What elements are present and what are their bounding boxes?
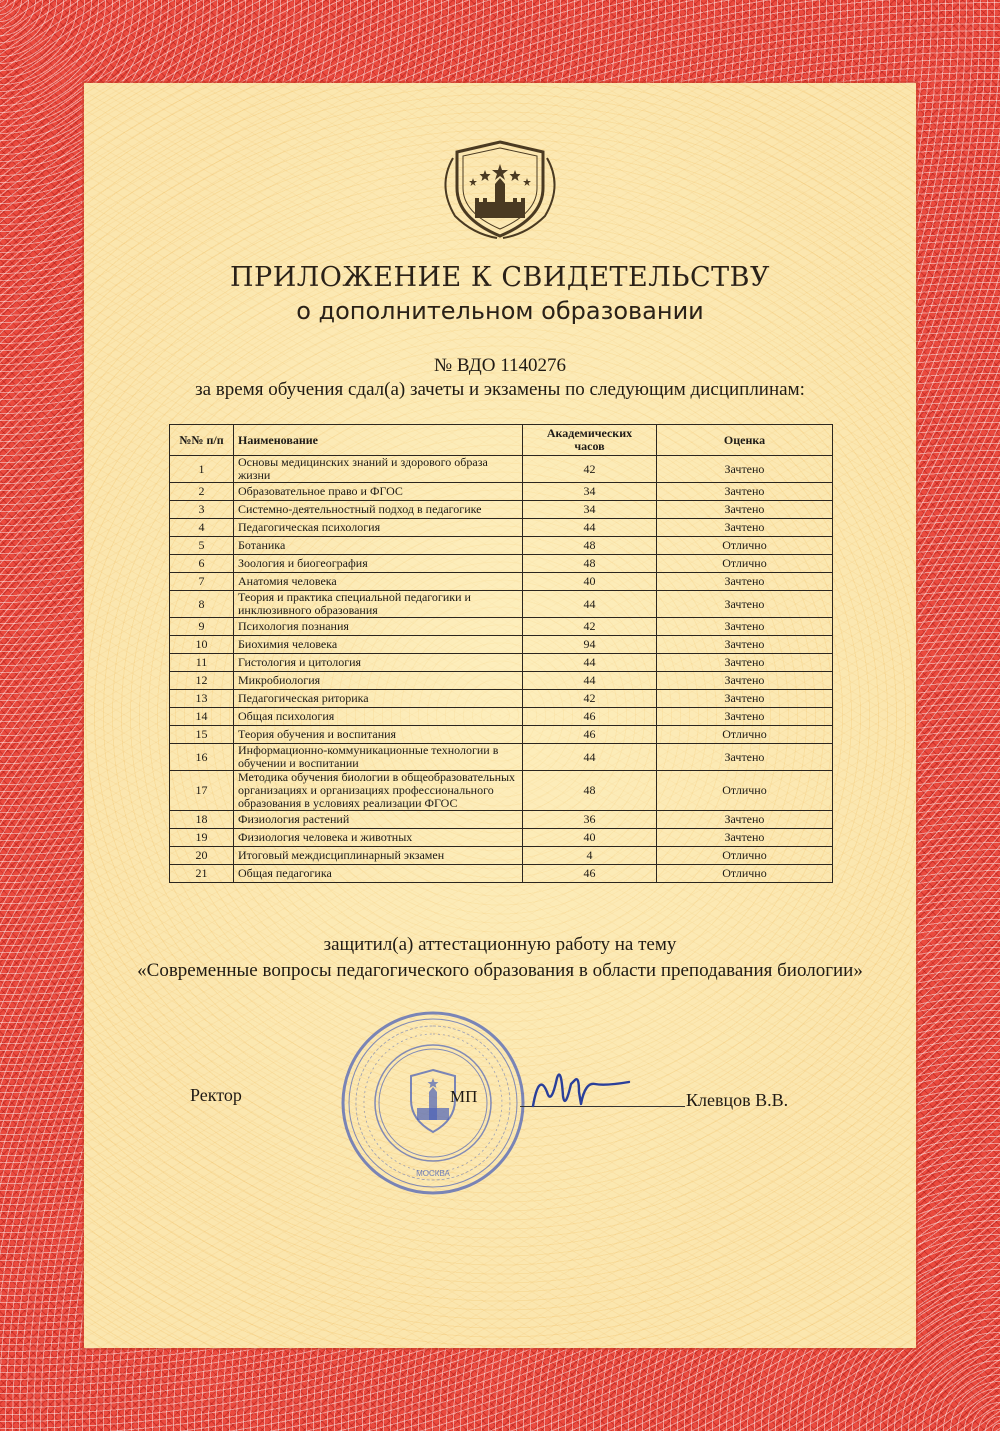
row-hours: 48: [523, 555, 657, 573]
row-num: 3: [170, 501, 234, 519]
table-row: [170, 501, 833, 519]
row-name: Педагогическая психология: [234, 519, 523, 537]
row-name: Итоговый междисциплинарный экзамен: [234, 847, 523, 865]
table-row: [170, 537, 833, 555]
row-hours: 48: [523, 771, 657, 811]
table-row: [170, 573, 833, 591]
header-hours-line2: часов: [574, 439, 605, 453]
table-row: [170, 672, 833, 690]
row-hours: 44: [523, 654, 657, 672]
header-num: №№ п/п: [170, 425, 234, 456]
table-row: [170, 829, 833, 847]
row-grade: Зачтено: [657, 811, 833, 829]
header-hours: [523, 425, 657, 456]
header-name: Наименование: [234, 425, 523, 456]
row-hours: 42: [523, 618, 657, 636]
row-grade: Зачтено: [657, 573, 833, 591]
row-grade: Зачтено: [657, 829, 833, 847]
rector-name: Клевцов В.В.: [686, 1090, 789, 1110]
row-num: 10: [170, 636, 234, 654]
row-grade: Зачтено: [657, 456, 833, 483]
rector-label: Ректор: [190, 1085, 242, 1105]
defense-text: защитил(а) аттестационную работу на тему: [323, 934, 677, 955]
thesis-theme: «Современные вопросы педагогического образования в области преподавания биологии»: [137, 960, 863, 981]
row-grade: Зачтено: [657, 654, 833, 672]
row-grade: Зачтено: [657, 591, 833, 618]
intro-text: за время обучения сдал(а) зачеты и экзамены по следующим дисциплинам:: [195, 379, 805, 400]
official-seal-icon: [338, 1008, 528, 1198]
row-grade: Зачтено: [657, 744, 833, 771]
row-name: Микробиология: [234, 672, 523, 690]
row-grade: Зачтено: [657, 483, 833, 501]
row-name: Физиология человека и животных: [234, 829, 523, 847]
row-hours: 46: [523, 865, 657, 883]
row-num: 20: [170, 847, 234, 865]
table-row: [170, 726, 833, 744]
row-num: 14: [170, 708, 234, 726]
document-number: № ВДО 1140276: [433, 355, 567, 376]
row-grade: Зачтено: [657, 618, 833, 636]
table-row: [170, 591, 833, 618]
row-num: 6: [170, 555, 234, 573]
table-row: [170, 654, 833, 672]
row-hours: 4: [523, 847, 657, 865]
row-hours: 94: [523, 636, 657, 654]
row-name: Ботаника: [234, 537, 523, 555]
row-name: Основы медицинских знаний и здорового образа жизни: [234, 456, 523, 483]
row-grade: Отлично: [657, 847, 833, 865]
table-row: [170, 555, 833, 573]
row-grade: Зачтено: [657, 519, 833, 537]
row-name: Гистология и цитология: [234, 654, 523, 672]
document-subtitle: о дополнительном образовании: [296, 297, 704, 325]
row-num: 7: [170, 573, 234, 591]
row-num: 17: [170, 771, 234, 811]
seal-city: МОСКВА: [416, 1169, 450, 1178]
row-name: Психология познания: [234, 618, 523, 636]
row-num: 4: [170, 519, 234, 537]
row-num: 16: [170, 744, 234, 771]
document-title: ПРИЛОЖЕНИЕ К СВИДЕТЕЛЬСТВУ: [229, 262, 770, 293]
header-grade: Оценка: [657, 425, 833, 456]
row-grade: Отлично: [657, 726, 833, 744]
row-hours: 46: [523, 708, 657, 726]
row-num: 12: [170, 672, 234, 690]
row-num: 5: [170, 537, 234, 555]
row-hours: 40: [523, 829, 657, 847]
row-grade: Отлично: [657, 537, 833, 555]
table-row: [170, 636, 833, 654]
table-row: [170, 690, 833, 708]
row-hours: 44: [523, 672, 657, 690]
row-num: 19: [170, 829, 234, 847]
row-grade: Зачтено: [657, 636, 833, 654]
row-grade: Зачтено: [657, 708, 833, 726]
table-row: [170, 744, 833, 771]
table-row: [170, 483, 833, 501]
row-hours: 46: [523, 726, 657, 744]
table-row: [170, 708, 833, 726]
row-name: Методика обучения биологии в общеобразовательных организациях и организациях профессионального образования в условиях реализации ФГОС: [234, 771, 523, 811]
row-grade: Отлично: [657, 555, 833, 573]
table-header-row: [170, 425, 833, 456]
row-name: Физиология растений: [234, 811, 523, 829]
table-body: [170, 456, 833, 883]
row-hours: 42: [523, 690, 657, 708]
row-num: 1: [170, 456, 234, 483]
row-name: Зоология и биогеография: [234, 555, 523, 573]
table-row: [170, 618, 833, 636]
header-hours-line1: Академических: [546, 426, 633, 440]
row-grade: Зачтено: [657, 672, 833, 690]
row-num: 13: [170, 690, 234, 708]
table-row: [170, 771, 833, 811]
row-hours: 42: [523, 456, 657, 483]
row-num: 2: [170, 483, 234, 501]
row-hours: 34: [523, 483, 657, 501]
row-num: 9: [170, 618, 234, 636]
row-name: Системно-деятельностный подход в педагогике: [234, 501, 523, 519]
table-row: [170, 865, 833, 883]
table-row: [170, 847, 833, 865]
handwritten-signature-icon: [525, 1062, 635, 1116]
row-num: 11: [170, 654, 234, 672]
row-name: Образовательное право и ФГОС: [234, 483, 523, 501]
row-hours: 36: [523, 811, 657, 829]
row-name: Теория и практика специальной педагогики и инклюзивного образования: [234, 591, 523, 618]
table-row: [170, 456, 833, 483]
row-num: 15: [170, 726, 234, 744]
row-name: Теория обучения и воспитания: [234, 726, 523, 744]
row-hours: 48: [523, 537, 657, 555]
row-name: Общая педагогика: [234, 865, 523, 883]
row-name: Анатомия человека: [234, 573, 523, 591]
row-hours: 44: [523, 744, 657, 771]
row-hours: 34: [523, 501, 657, 519]
row-hours: 44: [523, 591, 657, 618]
row-num: 8: [170, 591, 234, 618]
row-name: Общая психология: [234, 708, 523, 726]
row-grade: Отлично: [657, 771, 833, 811]
row-num: 21: [170, 865, 234, 883]
table-row: [170, 519, 833, 537]
row-name: Информационно-коммуникационные технологии в обучении и воспитании: [234, 744, 523, 771]
row-num: 18: [170, 811, 234, 829]
row-name: Педагогическая риторика: [234, 690, 523, 708]
disciplines-table: [169, 424, 833, 883]
row-hours: 40: [523, 573, 657, 591]
row-grade: Отлично: [657, 865, 833, 883]
row-name: Биохимия человека: [234, 636, 523, 654]
row-grade: Зачтено: [657, 501, 833, 519]
row-grade: Зачтено: [657, 690, 833, 708]
row-hours: 44: [523, 519, 657, 537]
academy-emblem-icon: [433, 136, 567, 240]
stamp-place-label: МП: [450, 1087, 478, 1106]
table-row: [170, 811, 833, 829]
